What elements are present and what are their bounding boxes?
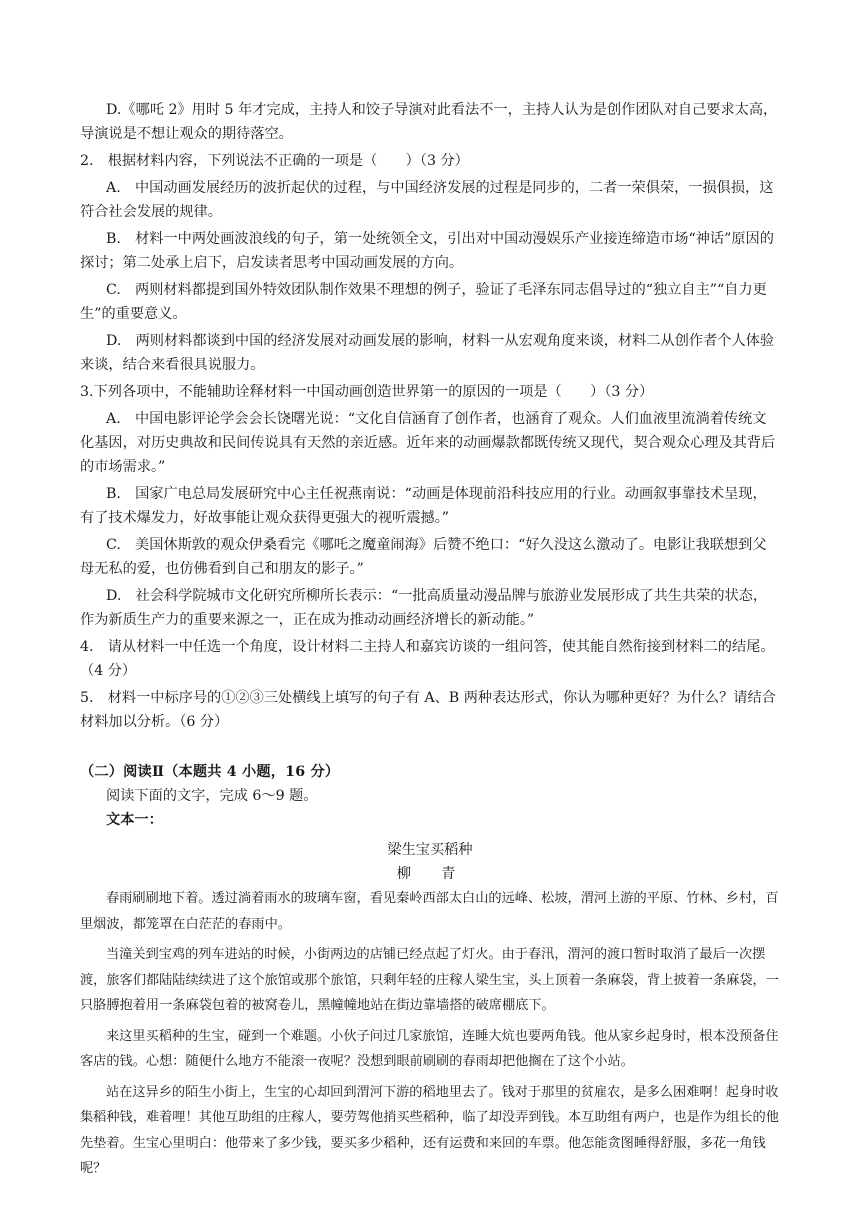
q3-option-c: C. 美国休斯敦的观众伊桑看完《哪吒之魔童闹海》后赞不绝口：“好久没这么激动了。电影让我联想到父母无私的爱，也仿佛看到自己和朋友的影子。” [80, 537, 767, 577]
q3-stem: 3.下列各项中，不能辅助诠释材料一中国动画创造世界第一的原因的一项是（ ）（3 分） [80, 384, 654, 400]
story-paragraph: 当潼关到宝鸡的列车进站的时候，小街两边的店铺已经点起了灯火。由于春汛，渭河的渡口暂时取消了最后一次摆渡，旅客们都陆陆续续进了这个旅馆或那个旅馆，只剩年轻的庄稼人梁生宝，头上顶着一条麻袋，背上披着一条麻袋，一只胳膊抱着用一条麻袋包着的被窝卷儿，黑幢幢地站在街边靠墙搭的破席棚底下。 [80, 947, 779, 1013]
q3-option-b: B. 国家广电总局发展研究中心主任祝燕南说：“动画是体现前沿科技应用的行业。动画叙事靠技术呈现，有了技术爆发力，好故事能让观众获得更强大的视听震撼。” [80, 486, 767, 526]
q1-option-d: D.《哪吒 2》用时 5 年才完成，主持人和饺子导演对此看法不一，主持人认为是创作团队对自己要求太高，导演说是不想让观众的期待落空。 [80, 102, 778, 142]
q2-option-a: A. 中国动画发展经历的波折起伏的过程，与中国经济发展的过程是同步的，二者一荣俱荣，一损俱损，这符合社会发展的规律。 [80, 180, 774, 220]
story-paragraph: 站在这异乡的陌生小街上，生宝的心却回到渭河下游的稻地里去了。钱对于那里的贫雇农，是多么困难啊！起身时收集稻种钱，难着哩！其他互助组的庄稼人，要劳驾他捎买些稻种，临了却没弄到钱。本互助组有两户，也是作为组长的他先垫着。生宝心里明白：他带来了多少钱，要买多少稻种，还有运费和来回的车票。他怎能贪图睡得舒服，多花一角钱呢？ [80, 1084, 779, 1176]
text-one-label: 文本一： [106, 812, 163, 828]
section2-heading: （二）阅读Ⅱ（本题共 4 小题，16 分） [80, 764, 340, 780]
story-paragraph: 春雨刷刷地下着。透过淌着雨水的玻璃车窗，看见秦岭西部太白山的远峰、松坡，渭河上游的平原、竹林、乡村，百里烟波，都笼罩在白茫茫的春雨中。 [80, 891, 779, 932]
story-author: 柳 青 [396, 866, 464, 882]
q2-stem: 2. 根据材料内容，下列说法不正确的一项是（ ）（3 分） [80, 153, 469, 169]
q3-option-d: D. 社会科学院城市文化研究所柳所长表示：“一批高质量动漫品牌与旅游业发展形成了共生共荣的状态，作为新质生产力的重要来源之一，正在成为推动动画经济增长的新动能。” [80, 588, 768, 628]
q5-text: 5. 材料一中标序号的①②③三处横线上填写的句子有 A、B 两种表达形式，你认为哪种更好？为什么？请结合材料加以分析。（6 分） [80, 690, 776, 730]
story-paragraph: 来这里买稻种的生宝，碰到一个难题。小伙子问过几家旅馆，连睡大炕也要两角钱。他从家乡起身时，根本没预备住客店的钱。心想：随便什么地方不能滚一夜呢？没想到眼前刷刷的春雨却把他搁在了这个小站。 [80, 1028, 779, 1069]
section2-instruction: 阅读下面的文字，完成 6～9 题。 [106, 788, 318, 804]
q4-text: 4. 请从材料一中任选一个角度，设计材料二主持人和嘉宾访谈的一组问答，使其能自然衔接到材料二的结尾。（4 分） [80, 639, 775, 679]
q2-option-b: B. 材料一中两处画波浪线的句子，第一处统领全文，引出对中国动漫娱乐产业接连缔造市场“神话”原因的探讨；第二处承上启下，启发读者思考中国动画发展的方向。 [80, 231, 774, 271]
q2-option-c: C. 两则材料都提到国外特效团队制作效果不理想的例子，验证了毛泽东同志倡导过的“独立自主”“自力更生”的重要意义。 [80, 282, 767, 322]
story-body [80, 886, 780, 1182]
story-title: 梁生宝买稻种 [387, 842, 473, 858]
q2-option-d: D. 两则材料都谈到中国的经济发展对动画发展的影响，材料一从宏观角度来谈，材料二从创作者个人体验来谈，结合来看很具说服力。 [80, 333, 775, 373]
q3-option-a: A. 中国电影评论学会会长饶曙光说：“文化自信涵育了创作者，也涵育了观众。人们血液里流淌着传统文化基因，对历史典故和民间传说具有天然的亲近感。近年来的动画爆款都既传统又现代，契合观众心理及其背后的市场需求。” [80, 411, 776, 475]
